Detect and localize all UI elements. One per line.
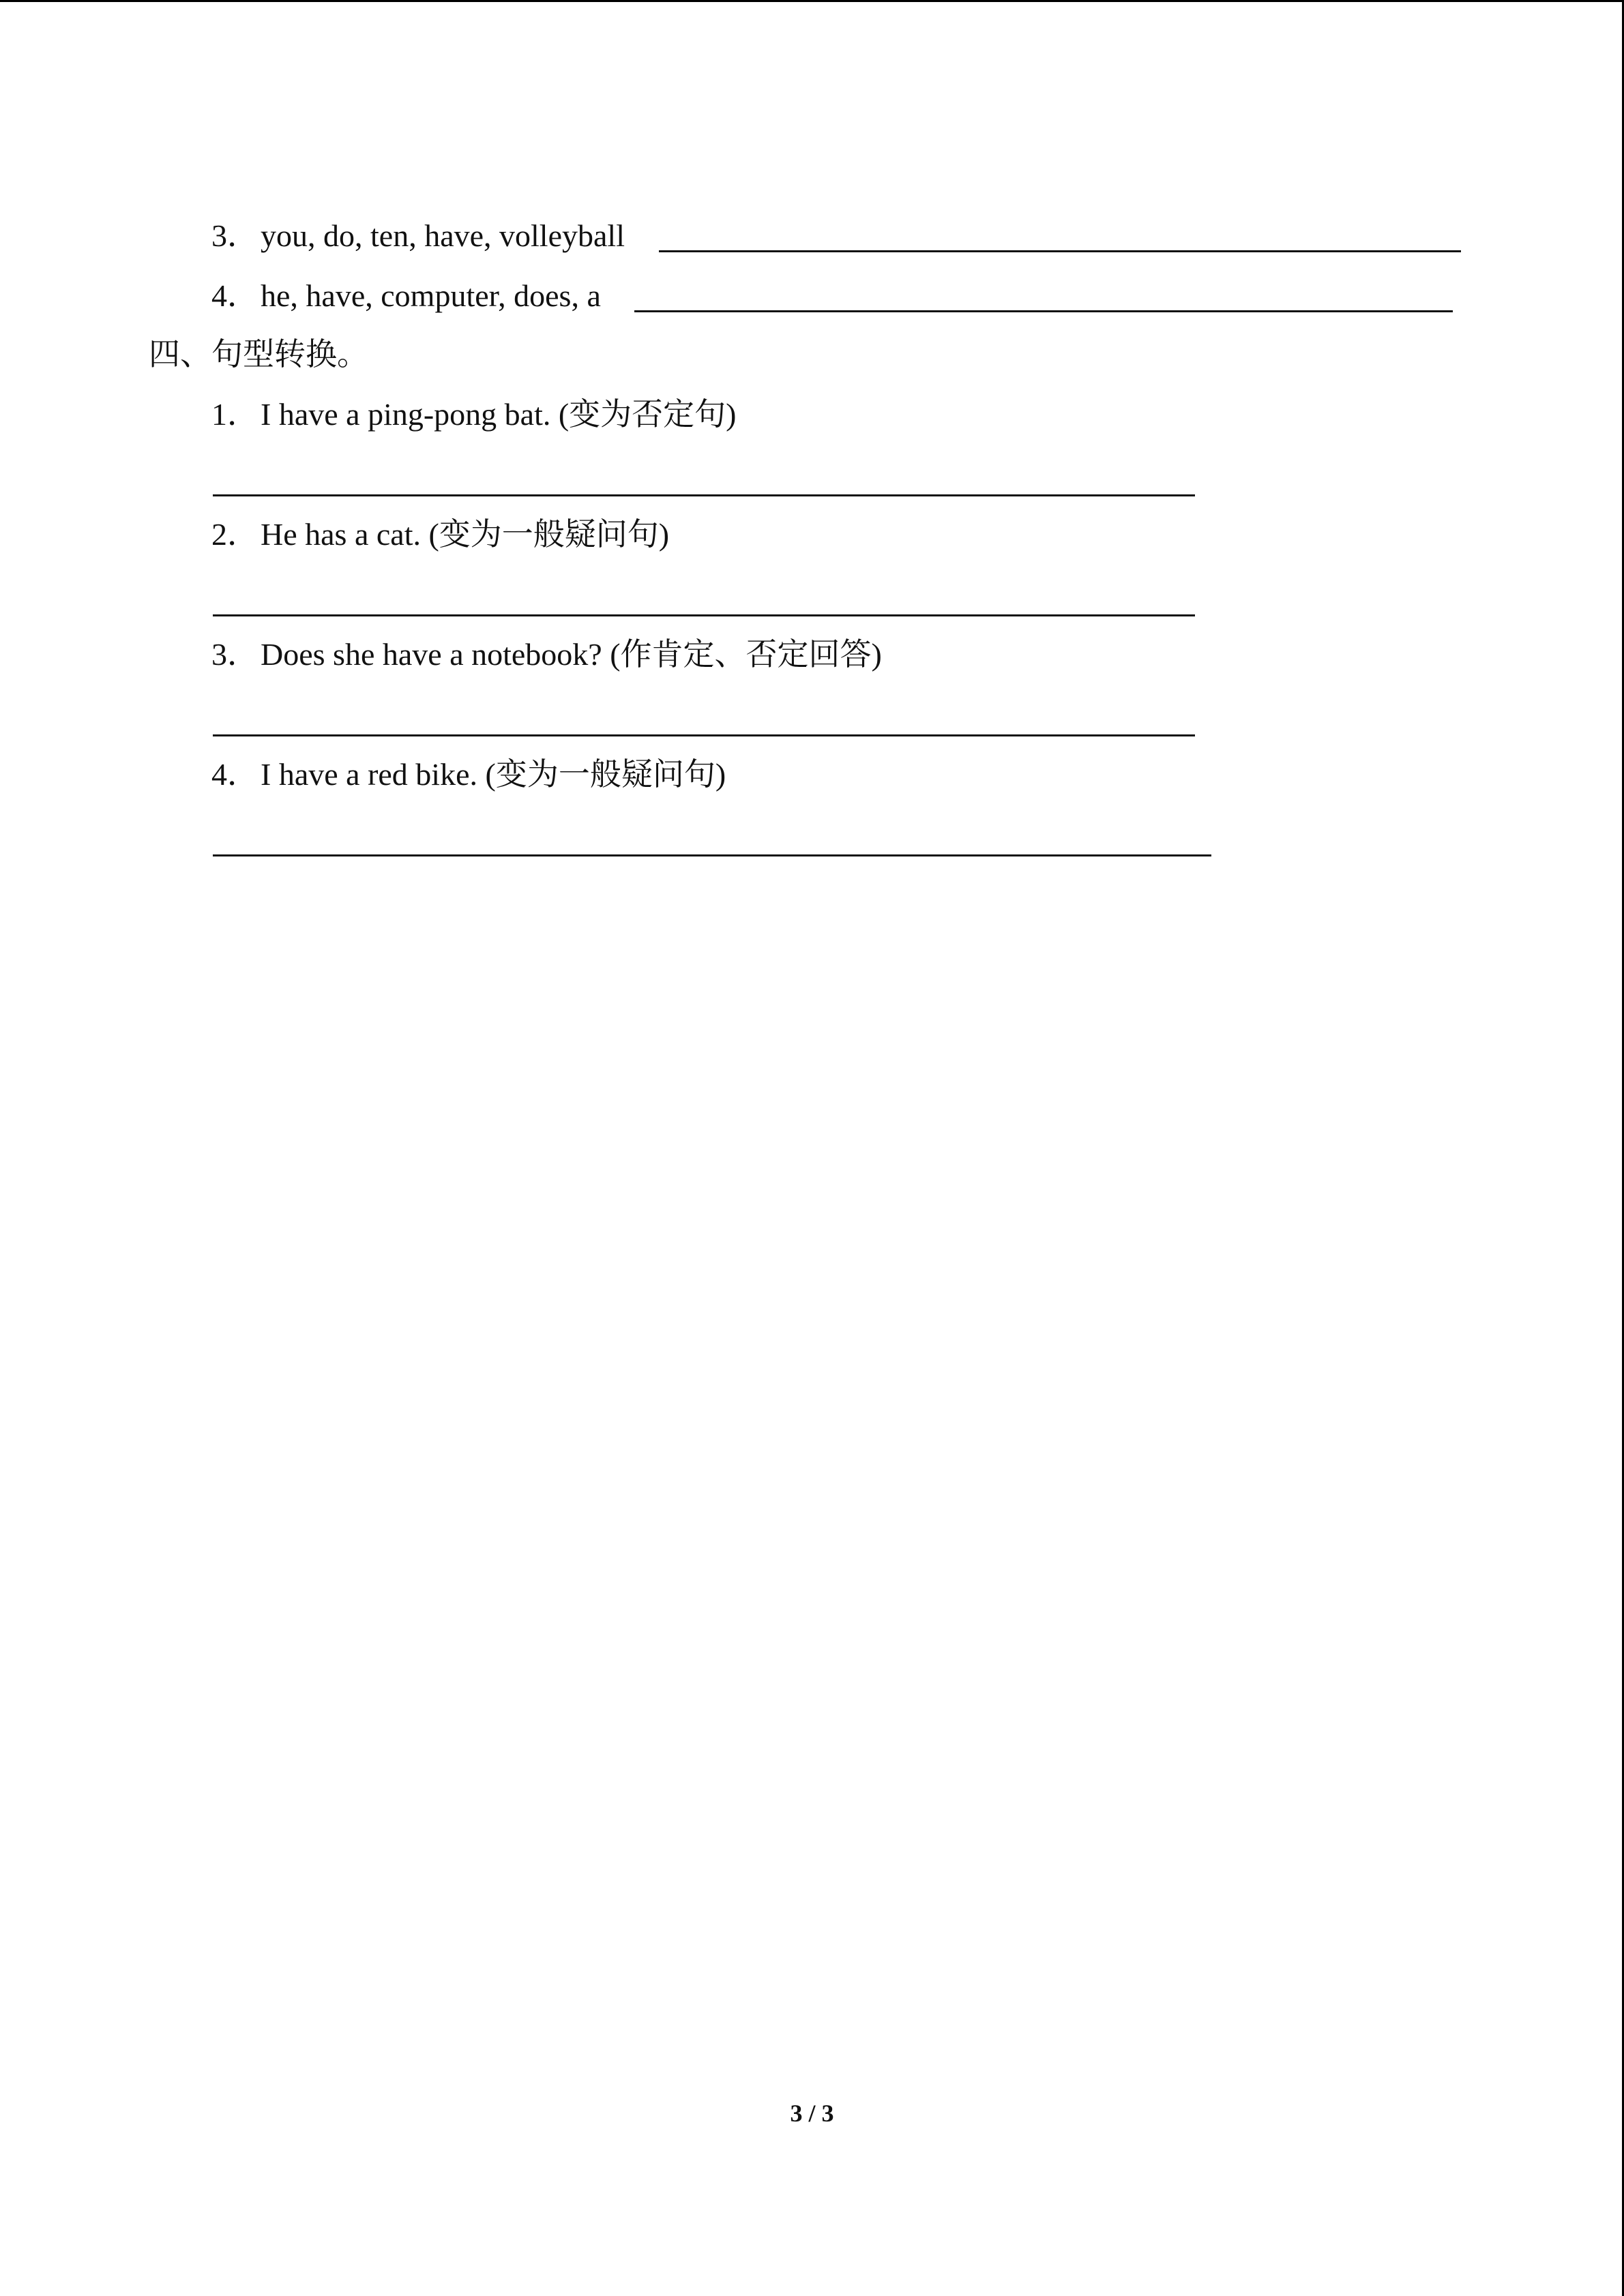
item-number: 3． — [211, 218, 259, 253]
page-number: 3 / 3 — [790, 2100, 834, 2127]
transform-item-1 — [211, 394, 737, 435]
item-number: 3． — [211, 637, 259, 672]
answer-blank-3[interactable] — [659, 250, 1461, 252]
transform-item-2 — [211, 514, 669, 555]
answer-line-3[interactable] — [213, 734, 1195, 736]
section-heading-4: 四、句型转换。 — [149, 337, 368, 372]
answer-line-2[interactable] — [213, 614, 1195, 616]
item-number: 4． — [211, 757, 259, 792]
item-prompt: Does she have a notebook? (作肯定、否定回答) — [261, 637, 882, 672]
reorder-item-3 — [211, 215, 625, 256]
item-prompt: I have a ping-pong bat. (变为否定句) — [261, 397, 737, 432]
item-prompt: He has a cat. (变为一般疑问句) — [261, 517, 670, 552]
answer-line-1[interactable] — [213, 494, 1195, 496]
reorder-item-4 — [211, 275, 601, 316]
item-words: you, do, ten, have, volleyball — [261, 218, 625, 253]
item-number: 2． — [211, 517, 259, 552]
item-words: he, have, computer, does, a — [261, 278, 601, 313]
item-number: 1． — [211, 397, 259, 432]
answer-blank-4[interactable] — [634, 310, 1453, 312]
transform-item-4 — [211, 754, 726, 795]
transform-item-3 — [211, 634, 882, 675]
page-top-border — [0, 0, 1624, 2]
answer-line-4[interactable] — [213, 854, 1211, 856]
item-number: 4． — [211, 278, 259, 313]
item-prompt: I have a red bike. (变为一般疑问句) — [261, 757, 726, 792]
